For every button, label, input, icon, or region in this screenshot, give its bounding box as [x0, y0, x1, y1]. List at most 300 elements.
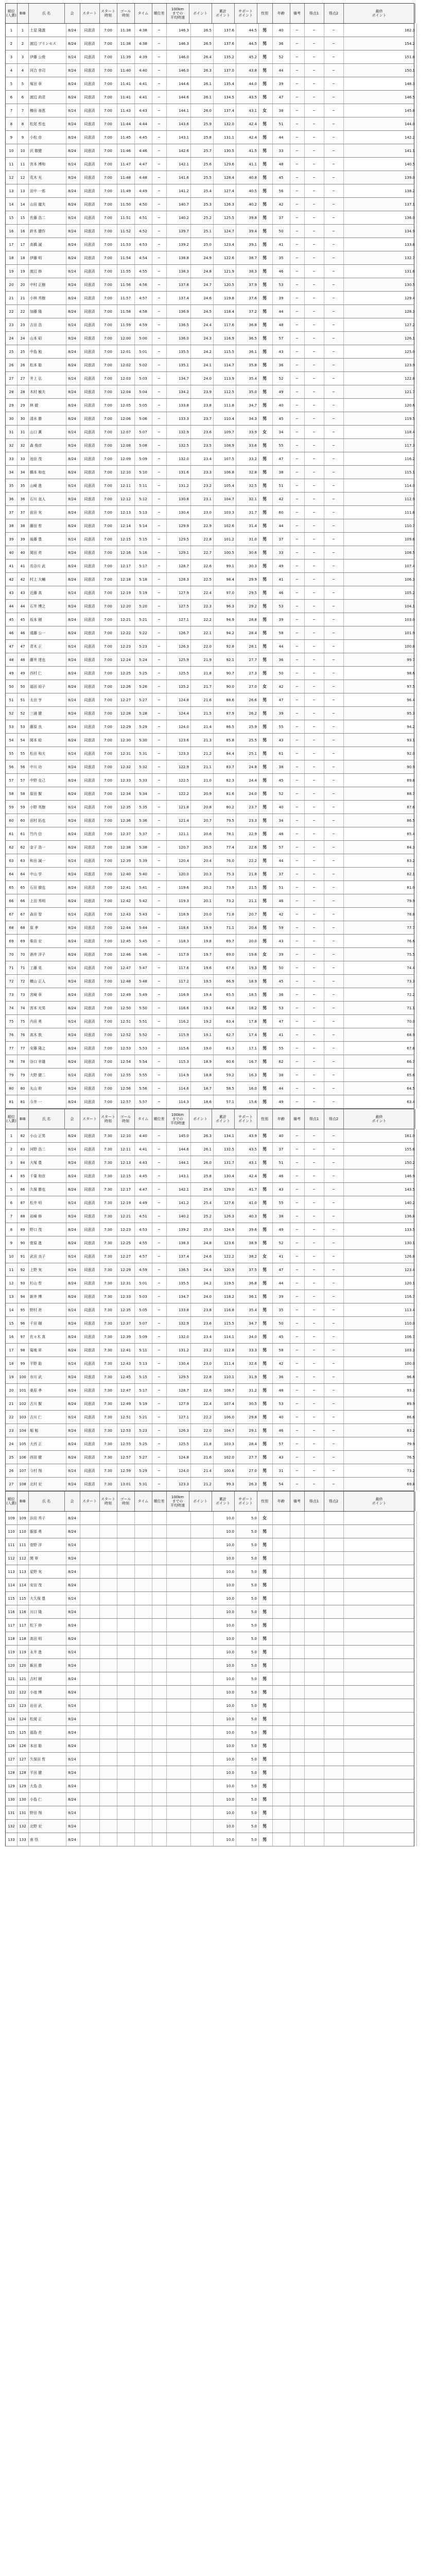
table-cell: 69	[17, 935, 29, 947]
table-cell: 55	[272, 1196, 290, 1209]
table-cell: 8/24	[64, 171, 80, 184]
table-cell: 同意済	[80, 640, 100, 653]
header-cell: 氏 名	[28, 1492, 65, 1511]
table-cell	[343, 1672, 417, 1685]
table-cell	[304, 1565, 324, 1578]
table-cell: 田村 拓也	[28, 814, 66, 827]
table-cell: ─	[152, 613, 167, 626]
table-cell: ─	[324, 1263, 344, 1276]
table-cell: 11:47	[117, 158, 135, 171]
table-cell: 56	[17, 760, 29, 773]
table-cell: 22.0	[189, 640, 214, 653]
table-cell: 114	[6, 1579, 18, 1591]
table-cell	[189, 1766, 214, 1779]
table-cell: 4:52	[134, 225, 152, 238]
table-cell: 8/24	[64, 1478, 80, 1490]
table-cell: 同意済	[80, 345, 100, 358]
table-cell	[166, 1833, 191, 1846]
table-cell: 38	[272, 1210, 290, 1223]
table-cell: 中野 克己	[28, 774, 66, 787]
table-cell: ─	[290, 77, 305, 90]
table-cell: 3	[17, 50, 29, 63]
results-table	[5, 3, 414, 2576]
table-cell: ─	[324, 265, 344, 278]
table-cell: 81.0	[343, 881, 417, 894]
table-cell	[99, 1793, 117, 1806]
table-cell: 71.8	[212, 908, 236, 921]
table-cell: 139.0	[343, 171, 417, 184]
table-cell: 8/24	[64, 1015, 80, 1028]
table-cell: 12:57	[117, 1451, 135, 1464]
table-cell: ─	[304, 1263, 324, 1276]
table-cell: 男	[257, 225, 273, 238]
table-cell	[134, 1753, 152, 1766]
table-cell: 7:00	[99, 1055, 117, 1068]
table-cell	[99, 1538, 117, 1551]
table-cell	[166, 1820, 191, 1833]
table-cell: 120.9	[212, 1263, 236, 1276]
table-cell: 15.6	[234, 1095, 259, 1108]
table-cell: ─	[290, 935, 305, 947]
table-cell: 8/24	[64, 948, 80, 961]
table-cell: 133.3	[166, 412, 191, 425]
table-cell: 川口 隆	[28, 1605, 66, 1618]
table-row	[5, 1183, 414, 1196]
table-cell: 143.6	[166, 117, 191, 130]
table-cell	[272, 1793, 290, 1806]
table-cell: 藤原 良	[28, 720, 66, 733]
table-cell: 64.8	[212, 1002, 236, 1014]
table-cell: 同意済	[80, 1250, 100, 1263]
table-cell: 野村 亮	[28, 1303, 66, 1316]
table-cell: 原 孝	[28, 921, 66, 934]
table-cell: 7:00	[99, 171, 117, 184]
table-cell: 19.5	[189, 975, 214, 988]
table-cell: 5:05	[134, 399, 152, 412]
table-cell: 17.1	[234, 1042, 259, 1055]
table-cell: 16	[17, 225, 29, 238]
table-row	[5, 975, 414, 988]
table-cell: 108.9	[212, 439, 236, 452]
table-cell: 男	[257, 734, 273, 747]
table-cell: 15	[17, 211, 29, 224]
table-cell: ─	[324, 1437, 344, 1450]
table-cell: ─	[152, 479, 167, 492]
table-cell	[80, 1646, 100, 1658]
table-cell: 男	[257, 1317, 273, 1330]
table-cell: 130.8	[166, 493, 191, 505]
table-cell: 8/24	[64, 1411, 80, 1423]
table-cell: ─	[324, 184, 344, 197]
table-cell: 18.8	[189, 1069, 214, 1081]
table-cell: 119.6	[166, 881, 191, 894]
table-cell: 22.8	[189, 1370, 214, 1383]
table-cell: ─	[304, 1236, 324, 1249]
table-cell: 129.1	[166, 546, 191, 559]
table-cell: ─	[304, 1028, 324, 1041]
table-cell: 48	[17, 653, 29, 666]
table-cell	[99, 1512, 117, 1524]
table-cell	[152, 1780, 167, 1792]
table-cell: 男	[257, 1686, 273, 1699]
table-row	[5, 479, 414, 493]
table-cell: 25.0	[189, 238, 214, 251]
table-cell	[304, 1793, 324, 1806]
table-cell: 72	[17, 975, 29, 988]
table-cell	[272, 1753, 290, 1766]
table-cell: 4:53	[134, 238, 152, 251]
header-cell: 累計 ポイント	[212, 1109, 235, 1129]
table-cell: 10	[17, 144, 29, 157]
table-cell: ─	[304, 171, 324, 184]
table-cell: 22.1	[189, 626, 214, 639]
table-cell	[272, 1619, 290, 1632]
table-cell: 31	[272, 1464, 290, 1477]
table-cell: ─	[152, 1042, 167, 1055]
table-cell: 18.6	[189, 1095, 214, 1108]
table-cell	[272, 1605, 290, 1618]
table-cell: 122	[6, 1686, 18, 1699]
table-cell: 31.2	[234, 1384, 259, 1397]
table-cell: 7:30	[99, 1384, 117, 1397]
table-cell: 野口 茂	[28, 1223, 66, 1236]
table-cell: ─	[304, 1170, 324, 1182]
table-cell: 38.2	[234, 1250, 259, 1263]
table-cell: 43.9	[234, 1129, 259, 1142]
table-cell: ─	[290, 1015, 305, 1028]
table-cell	[343, 1619, 417, 1632]
table-cell: 森 俊彦	[28, 439, 66, 452]
table-row	[5, 1370, 414, 1384]
table-cell: ─	[290, 854, 305, 867]
table-cell: 7:00	[99, 359, 117, 371]
table-cell: 男	[257, 975, 273, 988]
table-cell: 5:09	[134, 452, 152, 465]
table-cell: 7	[6, 1210, 18, 1223]
table-cell	[99, 1552, 117, 1565]
table-cell: 5:25	[134, 667, 152, 680]
table-cell: 杉山 哲	[28, 1277, 66, 1290]
table-cell: 79	[17, 1069, 29, 1081]
table-cell: 40	[272, 1129, 290, 1142]
table-cell: 24.7	[189, 278, 214, 291]
table-cell: 115.9	[166, 1028, 191, 1041]
table-cell: 84.4	[212, 747, 236, 760]
table-cell: 8	[6, 117, 18, 130]
table-cell: 11:58	[117, 305, 135, 318]
table-cell: 84	[17, 1156, 29, 1169]
table-cell: 吉川 仁	[28, 1411, 66, 1423]
table-cell: 26	[6, 359, 18, 371]
table-cell: 24	[6, 1437, 18, 1450]
table-cell: 54	[6, 734, 18, 747]
table-cell: 男	[257, 345, 273, 358]
table-cell	[304, 1806, 324, 1819]
table-cell: 7:00	[99, 948, 117, 961]
table-cell: ─	[152, 653, 167, 666]
table-cell: 86.6	[343, 1411, 417, 1423]
table-cell: 7:00	[99, 318, 117, 331]
table-cell: 8/24	[64, 560, 80, 572]
table-cell: ─	[304, 626, 324, 639]
table-cell: ─	[152, 734, 167, 747]
table-cell: ─	[290, 1303, 305, 1316]
table-cell: 18	[17, 251, 29, 264]
table-cell: 土屋 隆義	[28, 24, 66, 37]
table-row	[5, 720, 414, 734]
table-row	[5, 814, 414, 827]
table-cell	[166, 1686, 191, 1699]
table-cell: 36.8	[234, 1277, 259, 1290]
table-cell: 24.9	[189, 251, 214, 264]
table-cell: ─	[304, 1290, 324, 1303]
table-cell: 143.1	[166, 1170, 191, 1182]
table-cell: 高橋 誠	[28, 238, 66, 251]
table-row	[5, 1344, 414, 1357]
table-cell: 20.1	[189, 894, 214, 907]
table-cell: ─	[304, 921, 324, 934]
table-cell	[324, 1619, 344, 1632]
table-row	[5, 626, 414, 640]
table-cell: 26.3	[234, 1478, 259, 1490]
table-cell: 13	[6, 184, 18, 197]
table-cell: 154.2	[343, 37, 417, 50]
table-cell: 武田 良子	[28, 1250, 66, 1263]
table-cell: 23.7	[189, 412, 214, 425]
table-cell: ─	[152, 600, 167, 613]
table-cell: 123.3	[166, 747, 191, 760]
table-cell	[117, 1632, 135, 1645]
table-cell: 男	[257, 921, 273, 934]
table-cell: 福田 裕子	[28, 680, 66, 693]
table-cell: 8/24	[64, 961, 80, 974]
table-cell: 46	[272, 894, 290, 907]
table-cell: 18.5	[234, 988, 259, 1001]
table-cell: 11:39	[117, 50, 135, 63]
table-cell	[290, 1552, 305, 1565]
table-cell: ─	[324, 1055, 344, 1068]
table-cell: 原田 賢	[28, 787, 66, 800]
table-cell: 17	[6, 1344, 18, 1357]
table-cell: 8/24	[64, 1236, 80, 1249]
table-cell: 26.0	[189, 1156, 214, 1169]
table-cell: ─	[290, 1250, 305, 1263]
table-cell	[272, 1525, 290, 1538]
table-cell: 16	[6, 225, 18, 238]
table-cell: 7:00	[99, 50, 117, 63]
table-cell: 男	[257, 305, 273, 318]
table-cell	[166, 1592, 191, 1605]
table-cell: 44.5	[234, 24, 259, 37]
table-cell: 98	[17, 1344, 29, 1357]
table-cell: ─	[304, 1397, 324, 1410]
table-cell: 7:00	[99, 426, 117, 438]
table-cell: 2	[6, 37, 18, 50]
table-cell: 北村 宏	[28, 1478, 66, 1490]
table-cell: 90.9	[343, 760, 417, 773]
table-cell: ─	[324, 1478, 344, 1490]
table-cell: 7:00	[99, 251, 117, 264]
table-cell: 31.7	[234, 506, 259, 519]
table-cell: 34.7	[234, 1317, 259, 1330]
table-cell: 7:30	[99, 1223, 117, 1236]
table-cell: 男	[257, 640, 273, 653]
table-cell: 大島 浩	[28, 1780, 66, 1792]
table-cell: 21.2	[189, 747, 214, 760]
table-cell: 23.2	[189, 479, 214, 492]
table-cell: 女	[257, 426, 273, 438]
table-cell: 52	[17, 707, 29, 720]
table-row	[5, 1820, 414, 1833]
table-cell: 137.4	[166, 292, 191, 304]
header-cell: 順位 (入賞)	[6, 1109, 18, 1129]
table-cell: ─	[290, 158, 305, 171]
table-cell: 38	[272, 466, 290, 479]
table-cell: 同意済	[80, 533, 100, 546]
table-cell: 19.2	[189, 1015, 214, 1028]
table-cell: 同意済	[80, 1317, 100, 1330]
table-cell: 65.5	[212, 988, 236, 1001]
table-cell: 39.1	[234, 238, 259, 251]
table-row	[5, 1780, 414, 1793]
table-cell: 114.9	[166, 1069, 191, 1081]
table-cell: ─	[290, 479, 305, 492]
table-cell: 小松 彦	[28, 131, 66, 144]
table-cell	[272, 1565, 290, 1578]
table-cell: 32.1	[234, 493, 259, 505]
table-cell: 8/24	[64, 493, 80, 505]
table-row	[5, 1437, 414, 1451]
table-cell: 同意済	[80, 1290, 100, 1303]
table-cell: ─	[152, 1129, 167, 1142]
table-cell	[134, 1686, 152, 1699]
table-cell: 20	[6, 278, 18, 291]
table-cell: 5:48	[134, 975, 152, 988]
header-cell: スタート	[80, 1109, 100, 1129]
table-cell: 8/24	[64, 854, 80, 867]
table-cell: 128.3	[166, 573, 191, 586]
table-row	[5, 1397, 414, 1411]
table-cell: 78.8	[343, 908, 417, 921]
table-cell: 59	[6, 801, 18, 814]
table-cell: ─	[304, 854, 324, 867]
table-cell: 49	[272, 385, 290, 398]
table-cell: 45	[6, 613, 18, 626]
table-cell: 24.2	[189, 345, 214, 358]
table-row	[5, 1632, 414, 1646]
table-cell	[99, 1565, 117, 1578]
table-cell: 126.8	[343, 1250, 417, 1263]
table-cell: ─	[304, 1223, 324, 1236]
table-cell	[324, 1646, 344, 1658]
table-cell: 49	[272, 560, 290, 572]
table-cell: 52	[6, 707, 18, 720]
table-cell: 28.4	[234, 626, 259, 639]
table-cell: 33.6	[234, 439, 259, 452]
table-cell: 128.7	[166, 560, 191, 572]
table-cell	[304, 1605, 324, 1618]
table-cell: 100.0	[343, 1357, 417, 1370]
table-cell: 8/24	[64, 827, 80, 840]
table-cell: ─	[304, 707, 324, 720]
table-cell: ─	[152, 1411, 167, 1423]
table-cell: 12	[6, 171, 18, 184]
table-row	[5, 1317, 414, 1330]
table-cell: 23.0	[189, 1357, 214, 1370]
table-cell	[152, 1672, 167, 1685]
table-cell: 4:54	[134, 251, 152, 264]
table-cell	[343, 1565, 417, 1578]
header-cell: 会	[64, 4, 80, 23]
table-cell: 139.7	[166, 225, 191, 238]
table-cell: 138.3	[166, 265, 191, 278]
table-cell	[152, 1713, 167, 1725]
header-cell: 備考	[290, 1492, 305, 1511]
table-cell: 6	[6, 91, 18, 104]
table-cell	[117, 1525, 135, 1538]
table-cell: 121.8	[166, 801, 191, 814]
table-cell: 35.8	[234, 359, 259, 371]
table-cell: 140.2	[166, 1210, 191, 1223]
table-cell: 7:30	[99, 1411, 117, 1423]
table-cell: 8/24	[64, 1592, 80, 1605]
table-cell: 1	[6, 1129, 18, 1142]
table-cell: 109	[6, 1512, 18, 1524]
table-cell: 女	[257, 948, 273, 961]
table-cell: 51	[6, 693, 18, 706]
table-cell: ─	[152, 975, 167, 988]
table-cell: ─	[152, 292, 167, 304]
table-row	[5, 144, 414, 158]
table-cell: 7:00	[99, 881, 117, 894]
table-cell	[166, 1739, 191, 1752]
table-cell: 7:00	[99, 747, 117, 760]
table-cell: ─	[304, 600, 324, 613]
table-cell: 同意済	[80, 881, 100, 894]
table-cell: 121.1	[166, 827, 191, 840]
header-cell: 順位差	[152, 1492, 167, 1511]
table-cell: ─	[152, 91, 167, 104]
table-cell: ─	[290, 1263, 305, 1276]
table-cell: 男	[257, 1632, 273, 1645]
table-cell: 125.2	[166, 680, 191, 693]
table-cell: 131.2	[166, 479, 191, 492]
table-cell: 31.0	[234, 533, 259, 546]
table-cell: ─	[290, 225, 305, 238]
header-cell: スタート 時刻	[99, 1109, 117, 1129]
table-cell: 127.5	[166, 600, 191, 613]
table-cell: 7:00	[99, 1042, 117, 1055]
table-cell	[272, 1579, 290, 1591]
table-cell: 11:52	[117, 225, 135, 238]
table-cell: ─	[304, 1210, 324, 1223]
table-cell: 101	[17, 1384, 29, 1397]
table-cell: 11	[6, 158, 18, 171]
table-cell: 110.7	[343, 519, 417, 532]
table-cell: 男	[257, 332, 273, 345]
table-cell: 12:47	[117, 1384, 135, 1397]
table-cell: ─	[152, 667, 167, 680]
table-cell: 8/24	[64, 479, 80, 492]
table-cell	[304, 1646, 324, 1658]
table-cell	[80, 1605, 100, 1618]
table-cell: ─	[290, 198, 305, 211]
table-cell: ─	[324, 305, 344, 318]
table-cell: 96.6	[343, 1370, 417, 1383]
table-cell: 15	[6, 1317, 18, 1330]
table-cell: 西田 健	[28, 1451, 66, 1464]
table-cell: 5.0	[234, 1686, 259, 1699]
